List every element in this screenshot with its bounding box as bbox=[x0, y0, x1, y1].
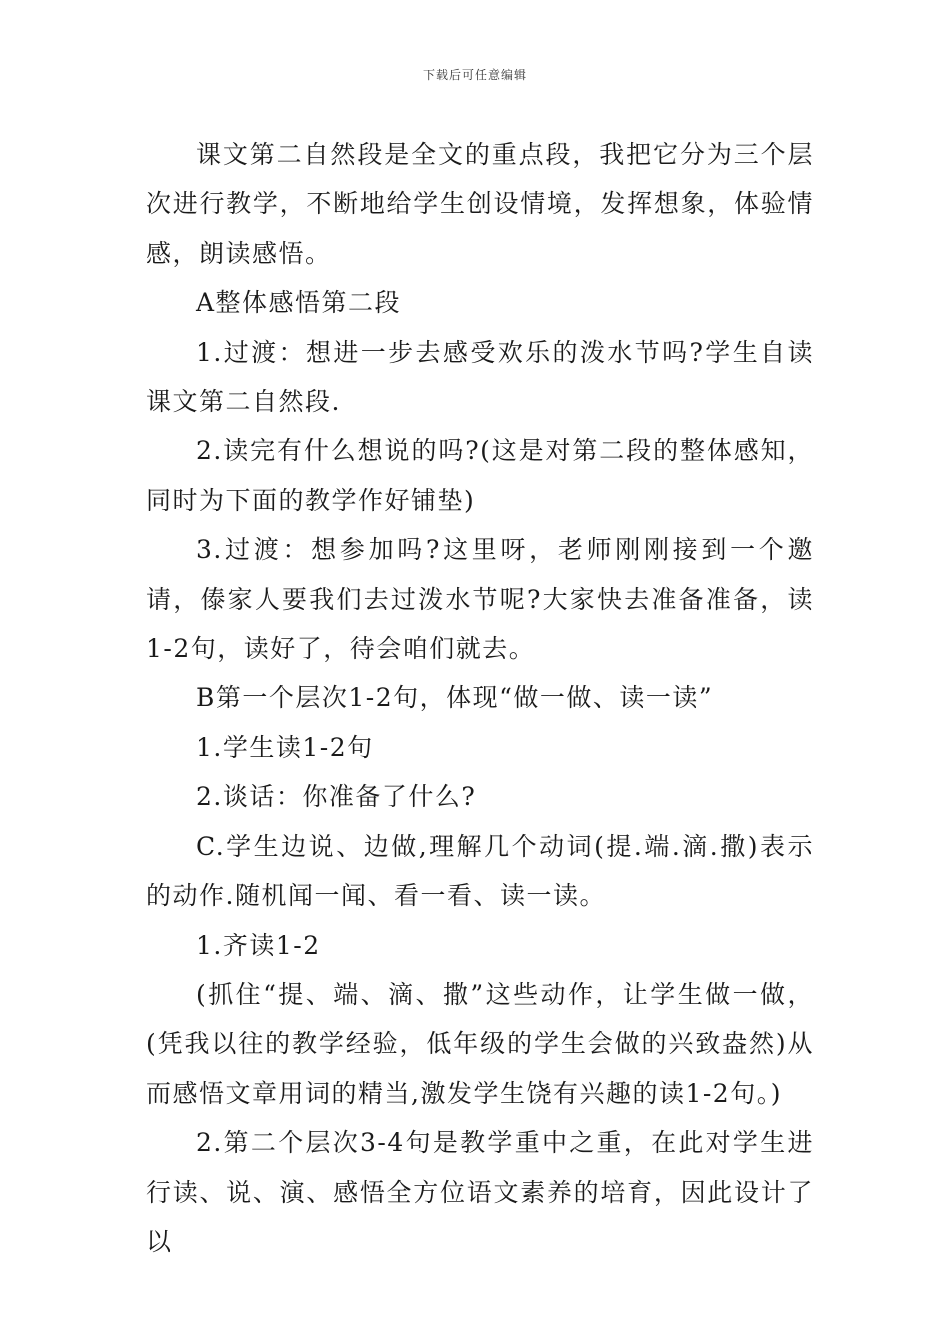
paragraph-8: 2.谈话：你准备了什么? bbox=[196, 782, 477, 812]
paragraph-9: C.学生边说、边做,理解几个动词(提.端.滴.撒)表示的动作.随机闻一闻、看一看、读一读。 bbox=[146, 831, 814, 911]
document-body bbox=[146, 130, 814, 1266]
paragraph-3: 1.过渡：想进一步去感受欢乐的泼水节吗?学生自读课文第二自然段. bbox=[146, 337, 814, 417]
paragraph-12: 2.第二个层次3-4句是教学重中之重，在此对学生进行读、说、演、感悟全方位语文素养的培育，因此设计了以 bbox=[146, 1128, 814, 1256]
paragraph-5: 3.过渡：想参加吗?这里呀，老师刚刚接到一个邀请，傣家人要我们去过泼水节呢?大家快去准备准备，读1-2句，读好了，待会咱们就去。 bbox=[146, 535, 814, 664]
paragraph-7: 1.学生读1-2句 bbox=[196, 732, 374, 762]
paragraph-11: (抓住“提、端、滴、撒”这些动作，让学生做一做，(凭我以往的教学经验，低年级的学生会做的兴致盎然)从而感悟文章用词的精当,激发学生饶有兴趣的读1-2句。) bbox=[146, 979, 814, 1108]
paragraph-4: 2.读完有什么想说的吗?(这是对第二段的整体感知，同时为下面的教学作好铺垫) bbox=[146, 436, 814, 515]
paragraph-6: B第一个层次1-2句，体现“做一做、读一读” bbox=[196, 683, 714, 713]
paragraph-10: 1.齐读1-2 bbox=[196, 930, 321, 960]
paragraph-2: A整体感悟第二段 bbox=[196, 288, 402, 318]
page-header-note: 下载后可任意编辑 bbox=[422, 68, 527, 82]
paragraph-1: 课文第二自然段是全文的重点段，我把它分为三个层次进行教学，不断地给学生创设情境，发挥想象，体验情感，朗读感悟。 bbox=[146, 140, 814, 268]
